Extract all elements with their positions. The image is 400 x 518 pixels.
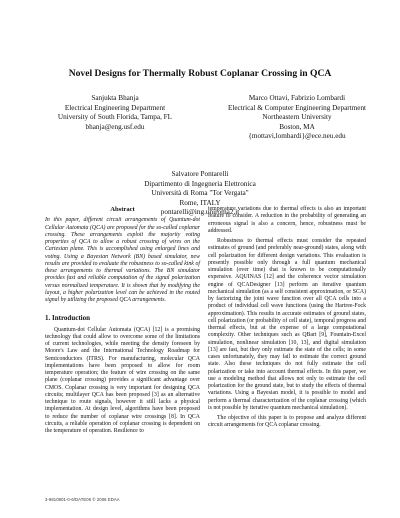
author-department: Electrical & Computer Engineering Department xyxy=(227,103,367,112)
author-block-ottavi-lombardi xyxy=(218,94,376,142)
right-column xyxy=(208,206,366,430)
author-affiliation: Northeastern University xyxy=(262,113,332,122)
author-affiliation: Università di Roma "Tor Vergata" xyxy=(151,189,249,198)
body-paragraph: Robustness to thermal effects must consider the repeated estimates of ground (and preferably near-ground) states, along with cell polarization for different design variations. This evaluation is presently possible only through a full quantum mechanical simulation (over time) that is known to be computationally expensive. AQUINAS [12] and the coherence vector simulation engine of QCADesigner [13] perform an iterative quantum mechanical simulation (as a self consistent approximation, or SCA) by factorizing the joint wave function over all QCA cells into a product of individual cell wave functions (using the Hartree-Fock approximation). This results in accurate estimates of ground states, cell polarization (or probability of cell state), temporal progress and thermal effects, but at the expense of a large computational complexity. Other techniques such as QBart [9], Fountain-Excel simulation, nonlinear simulation [10, 13], and digital simulation [13] are fast, but they only estimate the state of the cells; in some cases unfortunately, they may fail to estimate the correct ground state. Also these techniques do not fully estimate the cell polarization or take into account thermal effects. In this paper, we use a modeling method that allows not only to estimate the cell polarization for the ground state, but to study the effects of thermal variations. Using a Bayesian model, it is possible to model and perform a thermal characterization of the coplanar crossing (which is not possible by iterative quantum mechanical simulation). xyxy=(208,238,366,411)
author-block-bhanja xyxy=(40,94,190,132)
introduction-heading: 1. Introduction xyxy=(45,314,90,323)
copyright-footer: 3-9810801-0-6/DATE06 © 2006 EDAA xyxy=(45,497,120,502)
author-location: Boston, MA xyxy=(279,122,315,131)
author-email: pontarelli@ing.uniroma2.it xyxy=(160,208,240,217)
left-column xyxy=(45,206,200,435)
abstract-text: In this paper, different circuit arrangements of Quantum-dot Cellular Automata (QCA) are proposed for the so-called coplanar crossing. These arrangements exploit the majority voting properties of QCA to allow a robust crossing of wires on the Cartesian plane. This is accomplished using enlarged lines and voting. Using a Bayesian Network (BN) based simulator, new results are provided to evaluate the robustness to so-called kink of these arrangements to thermal variations. The BN simulator provides fast and reliable computation of the signal polarization versus normalized temperature. It is shown that by modifying the layout, a higher polarization level can be achieved in the routed signal by utilizing the proposed QCA arrangements. xyxy=(45,217,200,303)
author-email: bhanja@eng.usf.edu xyxy=(85,122,145,131)
paper-title: Novel Designs for Thermally Robust Coplanar Crossing in QCA xyxy=(68,68,332,79)
introduction-paragraph: Quantum-dot Cellular Automata (QCA) [12] is a promising technology that could allow to overcome some of the limitations of current technologies, while meeting the density foreseen by Moore's Law and the International Technology Roadmap for Semiconductors (ITRS). For manufacturing, molecular QCA implementations have been proposed to allow for room temperature operation; the feature of wire crossing on the same plane (coplanar crossing) provides a significant advantage over CMOS. Coplanar crossing is very important for designing QCA circuits; multilayer QCA has been proposed [3] as an alternative technique to route signals, however it still lacks a physical implementation. At design level, algorithms have been proposed to reduce the number of coplanar wire crossings [8]. In QCA circuits, a reliable operation of coplanar crossing is dependent on the temperature of operation. Resilience to xyxy=(45,326,200,434)
author-department: Dipartimento di Ingegneria Elettronica xyxy=(144,179,256,188)
author-department: Electrical Engineering Department xyxy=(64,103,166,112)
author-name: Salvatore Pontarelli xyxy=(171,170,229,178)
body-paragraph: temperature variations due to thermal effects is also an important feature to consider. A reduction in the probability of generating an erroneous signal is also a concern, hence, robustness must be addressed. xyxy=(208,206,366,234)
body-paragraph: The objective of this paper is to propose and analyze different circuit arrangements for QCA coplanar crossing. xyxy=(208,415,366,429)
author-location: Rome, ITALY xyxy=(179,198,221,207)
abstract-heading: Abstract xyxy=(110,206,135,213)
author-name: Marco Ottavi, Fabrizio Lombardi xyxy=(248,94,346,102)
author-name: Sanjukta Bhanja xyxy=(91,94,139,102)
author-affiliation: University of South Florida, Tampa, FL xyxy=(57,113,173,122)
author-email: {mottavi,lombardi}@ece.neu.edu xyxy=(248,132,346,141)
